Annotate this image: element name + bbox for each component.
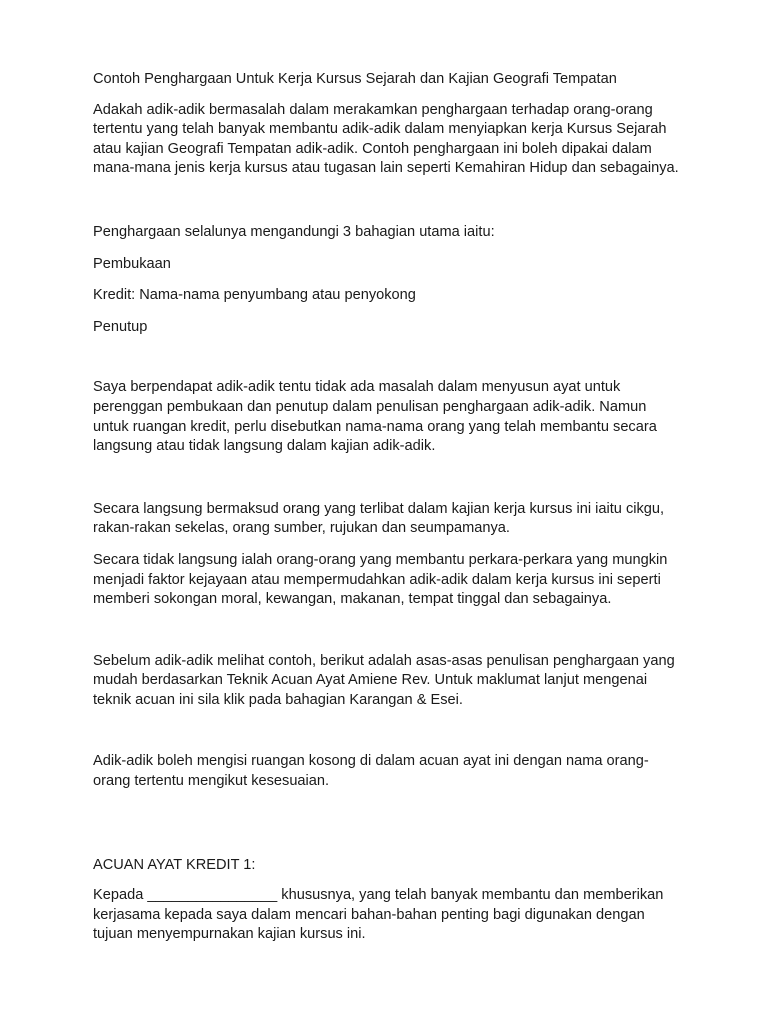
intro-paragraph: Adakah adik-adik bermasalah dalam merakamkan penghargaan terhadap orang-orang tertentu yang telah banyak membantu adik-adik dalam menyiapkan kerja Kursus Sejarah atau kajian Geografi Tempatan adik-adik. Contoh penghargaan ini boleh dipakai dalam mana-mana jenis kerja kursus atau tugasan lain seperti Kemahiran Hidup dan sebagainya.	[93, 101, 679, 177]
parts-intro-paragraph: Penghargaan selalunya mengandungi 3 bahagian utama iaitu:	[93, 223, 495, 240]
direct-help-paragraph: Secara langsung bermaksud orang yang terlibat dalam kajian kerja kursus ini iaitu cikgu, rakan-rakan sekelas, orang sumber, rujukan dan seumpamanya.	[93, 500, 665, 537]
part-item-opening: Pembukaan	[93, 255, 171, 272]
document-title: Contoh Penghargaan Untuk Kerja Kursus Sejarah dan Kajian Geografi Tempatan	[93, 71, 617, 87]
before-example-paragraph: Sebelum adik-adik melihat contoh, berikut adalah asas-asas penulisan penghargaan yang mudah berdasarkan Teknik Acuan Ayat Amiene Rev. Untuk maklumat lanjut mengenai teknik acuan ini sila klik pada bahagian Karangan & Esei.	[93, 652, 675, 708]
template-body-paragraph: Kepada ________________ khususnya, yang telah banyak membantu dan memberikan kerjasama kepada saya dalam mencari bahan-bahan penting bagi digunakan dengan tujuan menyempurnakan kajian kursus ini.	[93, 887, 664, 943]
part-item-credit: Kredit: Nama-nama penyumbang atau penyokong	[93, 287, 416, 304]
document-body	[93, 70, 683, 945]
template-heading: ACUAN AYAT KREDIT 1:	[93, 856, 256, 873]
fill-in-paragraph: Adik-adik boleh mengisi ruangan kosong di dalam acuan ayat ini dengan nama orang-orang tertentu mengikut kesesuaian.	[93, 753, 649, 790]
part-item-closing: Penutup	[93, 318, 148, 335]
indirect-help-paragraph: Secara tidak langsung ialah orang-orang yang membantu perkara-perkara yang mungkin menjadi faktor kejayaan atau mempermudahkan adik-adik dalam kerja kursus ini seperti memberi sokongan moral, kewangan, makanan, tempat tinggal dan sebagainya.	[93, 551, 668, 608]
opinion-paragraph: Saya berpendapat adik-adik tentu tidak ada masalah dalam menyusun ayat untuk perenggan pembukaan dan penutup dalam penulisan penghargaan adik-adik. Namun untuk ruangan kredit, perlu disebutkan nama-nama orang yang telah membantu secara langsung atau tidak langsung dalam kajian adik-adik.	[93, 379, 657, 455]
